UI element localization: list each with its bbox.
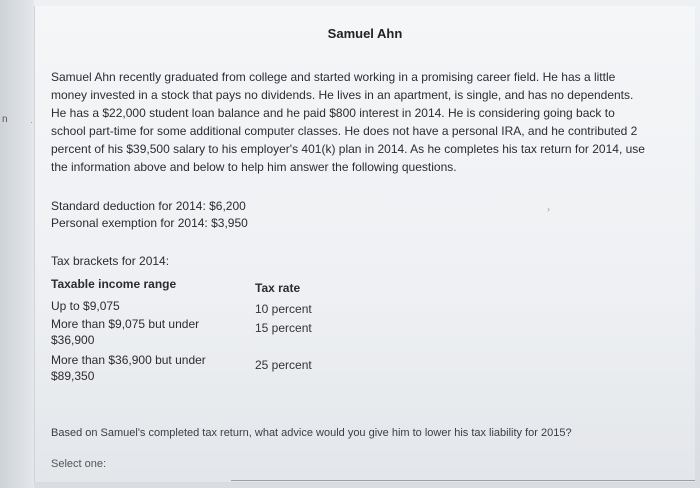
paragraph-line: percent of his $39,500 salary to his employer's 401(k) plan in 2014. As he completes his tax return for 2014, use: [51, 142, 645, 156]
bracket-range-line: $36,900: [51, 333, 95, 347]
paragraph-line: He has a $22,000 student loan balance and he paid $800 interest in 2014. He is considering going back to: [51, 106, 615, 120]
question-panel: [34, 6, 695, 482]
bracket-range-line: Up to $9,075: [51, 299, 120, 313]
paragraph-line: Samuel Ahn recently graduated from college and started working in a promising career field. He has a little: [51, 70, 616, 84]
left-edge-panel: [0, 0, 34, 488]
paragraph-line: money invested in a stock that pays no dividends. He lives in an apartment, is single, and has no dependents.: [51, 88, 634, 102]
select-one-label: Select one:: [51, 458, 107, 470]
standard-deduction: Standard deduction for 2014: $6,200: [51, 199, 246, 213]
edge-text: n: [2, 114, 8, 125]
edge-marker: ·: [30, 118, 33, 127]
page-title: Samuel Ahn: [327, 26, 403, 41]
deduction-info: [51, 198, 248, 232]
cursor-mark: ›: [547, 204, 550, 214]
paragraph-line: the information above and below to help him answer the following questions.: [51, 160, 457, 174]
bracket-range-line: More than $9,075 but under: [51, 317, 200, 331]
bracket-range: [51, 352, 231, 384]
bracket-range: [51, 316, 231, 348]
paragraph-line: school part-time for some additional computer classes. He does not have a personal IRA, and he contributed 2: [51, 124, 638, 138]
tax-rate-header: Tax rate: [255, 281, 301, 295]
bracket-range-line: $89,350: [51, 369, 95, 383]
answer-area-divider: [231, 480, 695, 481]
bracket-rate: 10 percent: [255, 302, 312, 316]
bracket-rate: 25 percent: [255, 358, 312, 372]
tax-brackets-heading: Tax brackets for 2014:: [51, 254, 170, 268]
personal-exemption: Personal exemption for 2014: $3,950: [51, 216, 248, 230]
question-text: Based on Samuel's completed tax return, what advice would you give him to lower his tax liability for 2015?: [51, 427, 572, 439]
case-description: [51, 68, 676, 176]
taxable-income-range-header: Taxable income range: [51, 277, 177, 291]
bracket-range: [51, 298, 231, 314]
bracket-range-line: More than $36,900 but under: [51, 353, 206, 367]
bracket-rate: 15 percent: [255, 321, 312, 335]
